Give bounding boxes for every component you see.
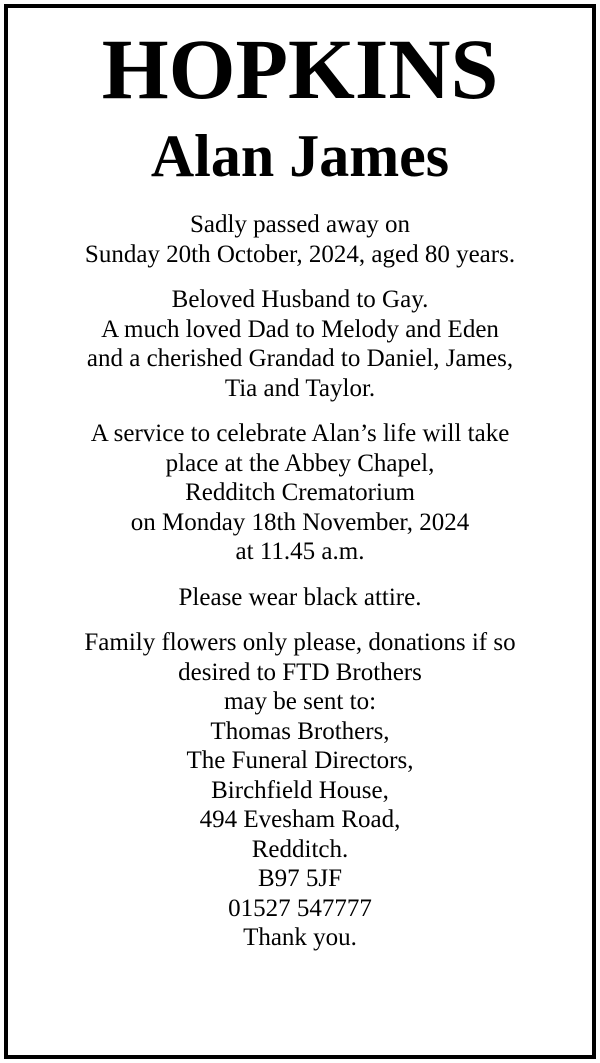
- surname-heading: HOPKINS: [101, 21, 499, 117]
- text-line: at 11.45 a.m.: [235, 538, 365, 565]
- attire-request: [8, 583, 592, 613]
- notice-content: [8, 8, 592, 953]
- text-line: Thank you.: [243, 924, 357, 951]
- text-line: place at the Abbey Chapel,: [165, 449, 435, 477]
- text-line: A much loved Dad to Melody and Eden: [101, 315, 499, 343]
- text-line: Beloved Husband to Gay.: [171, 286, 429, 313]
- family-tribute: [8, 285, 592, 403]
- service-details: [8, 419, 592, 567]
- text-line: desired to FTD Brothers: [178, 658, 422, 686]
- text-line: 01527 547777: [228, 894, 372, 922]
- text-line: Sadly passed away on: [189, 211, 411, 238]
- text-line: Birchfield House,: [211, 776, 389, 804]
- text-line: Thomas Brothers,: [210, 717, 390, 745]
- text-line: Redditch Crematorium: [185, 479, 415, 506]
- text-line: on Monday 18th November, 2024: [130, 508, 470, 536]
- text-line: Family flowers only please, donations if so: [84, 629, 516, 656]
- text-line: Please wear black attire.: [178, 583, 422, 611]
- text-line: Tia and Taylor.: [224, 374, 376, 402]
- text-line: The Funeral Directors,: [186, 747, 414, 774]
- text-line: may be sent to:: [223, 688, 377, 715]
- text-line: A service to celebrate Alan’s life will take: [90, 420, 510, 447]
- text-line: B97 5JF: [257, 865, 343, 892]
- forenames-heading: Alan James: [150, 123, 450, 189]
- notice-border: [4, 4, 596, 1059]
- text-line: Redditch.: [251, 835, 349, 863]
- death-announcement: [8, 210, 592, 269]
- donations-info: [8, 628, 592, 953]
- text-line: and a cherished Grandad to Daniel, James,: [86, 345, 514, 372]
- text-line: Sunday 20th October, 2024, aged 80 years.: [84, 240, 516, 268]
- text-line: 494 Evesham Road,: [199, 806, 401, 833]
